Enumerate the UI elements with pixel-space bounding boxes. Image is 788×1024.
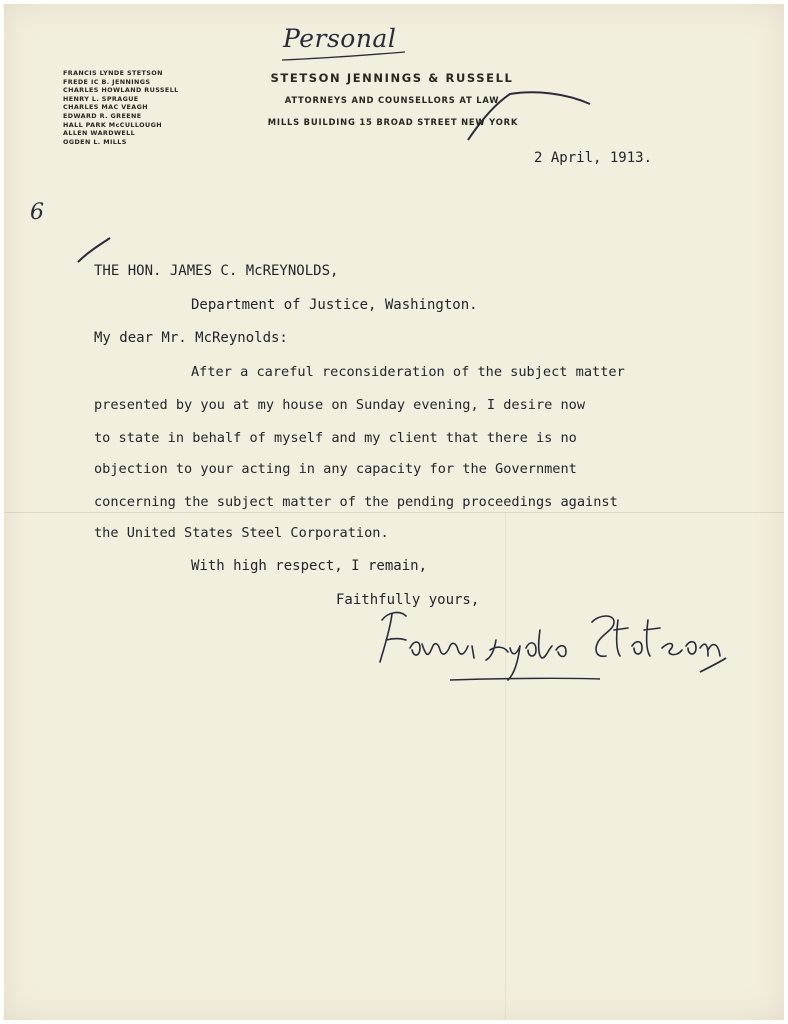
margin-tick-stroke — [78, 238, 110, 262]
partner-name: HENRY L. SPRAGUE — [63, 94, 139, 103]
partner-name: FREDE IC B. JENNINGS — [63, 77, 151, 86]
body-line: presented by you at my house on Sunday evening, I desire now — [94, 397, 586, 413]
partner-name: CHARLES MAC VEAGH — [63, 103, 149, 112]
recipient-name: THE HON. JAMES C. McREYNOLDS, — [94, 263, 339, 279]
letter-date: 2 April, 1913. — [534, 150, 653, 166]
firm-subtitle: ATTORNEYS AND COUNSELLORS AT LAW — [284, 95, 500, 105]
salutation: My dear Mr. McReynolds: — [94, 330, 288, 346]
partner-name: ALLEN WARDWELL — [63, 129, 136, 138]
body-line: concerning the subject matter of the pending proceedings against — [94, 494, 618, 510]
firm-name: STETSON JENNINGS & RUSSELL — [270, 71, 514, 85]
body-line: the United States Steel Corporation. — [94, 525, 389, 541]
handwritten-personal-note: Personal — [283, 24, 397, 53]
handwritten-margin-mark: 6 — [30, 200, 44, 225]
partner-name: FRANCIS LYNDE STETSON — [63, 69, 163, 77]
personal-underline-stroke — [282, 52, 405, 60]
body-line: After a careful reconsideration of the subject matter — [191, 364, 625, 380]
partner-name: HALL PARK McCULLOUGH — [63, 120, 162, 129]
recipient-department: Department of Justice, Washington. — [191, 297, 478, 313]
partner-name: EDWARD R. GREENE — [63, 111, 142, 120]
check-mark-stroke — [468, 92, 590, 140]
body-line: to state in behalf of myself and my client that there is no — [94, 430, 577, 446]
partner-name: OGDEN L. MILLS — [63, 137, 127, 146]
closing-signoff: Faithfully yours, — [336, 592, 480, 608]
body-line: objection to your acting in any capacity for the Government — [94, 461, 577, 477]
firm-address: MILLS BUILDING 15 BROAD STREET NEW YORK — [267, 117, 519, 127]
partner-name: CHARLES HOWLAND RUSSELL — [63, 86, 179, 95]
closing-respect: With high respect, I remain, — [191, 558, 428, 574]
handwritten-signature — [370, 600, 740, 695]
